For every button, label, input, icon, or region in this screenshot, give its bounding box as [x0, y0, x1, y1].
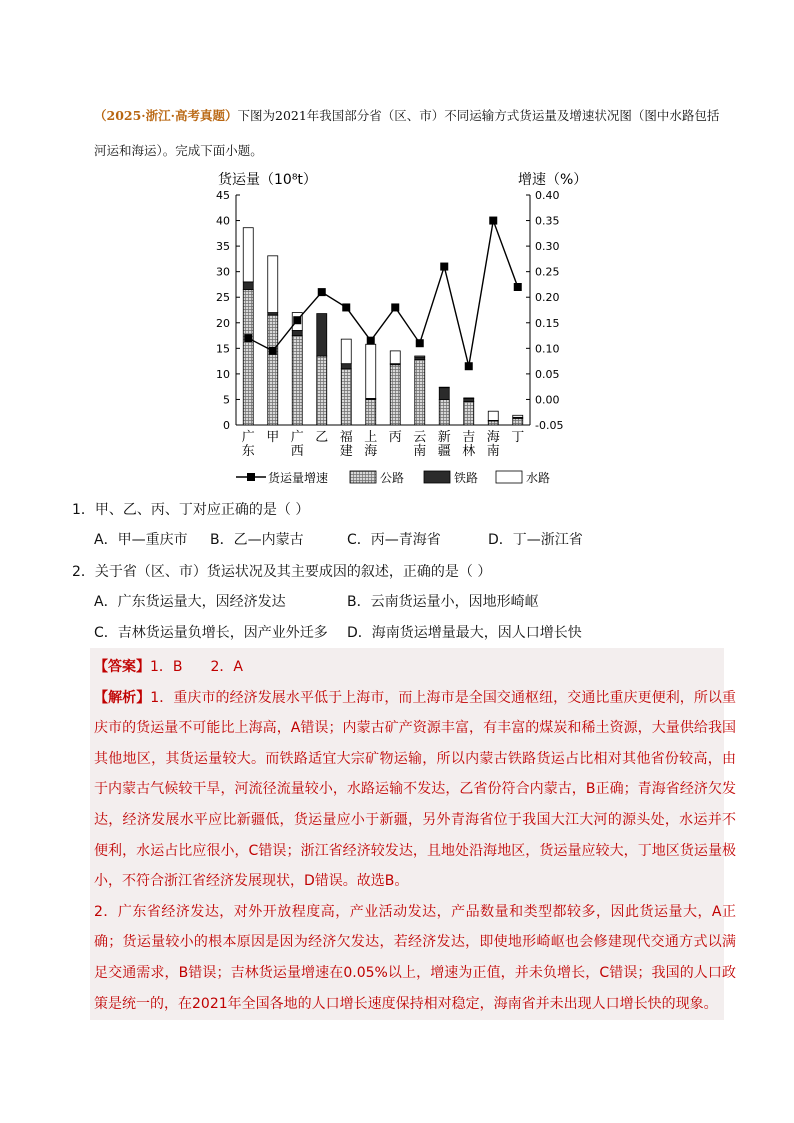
- answer-analysis: [94, 652, 736, 1019]
- legend-swatch-rail: [424, 471, 450, 483]
- q1-option-a[interactable]: A．甲—重庆市: [94, 532, 188, 548]
- answer-value: 1．B 2．A: [150, 659, 243, 675]
- bar-水路: [464, 398, 474, 399]
- bar-铁路: [317, 314, 327, 356]
- legend-label: 货运量增速: [268, 471, 329, 485]
- category-label: 新: [437, 430, 451, 445]
- bar-公路: [488, 421, 498, 425]
- left-tick-label: 40: [216, 214, 230, 228]
- left-tick-label: 15: [216, 342, 230, 356]
- bar-公路: [341, 369, 351, 425]
- left-tick-label: 0: [223, 419, 230, 432]
- q2-option-c[interactable]: C．吉林货运量负增长，因产业外迁多: [94, 625, 328, 641]
- category-label: 乙: [315, 430, 329, 445]
- growth-point: [391, 303, 399, 311]
- analysis-tag: 【解析】: [94, 689, 151, 706]
- right-tick-label: 0.25: [535, 265, 560, 279]
- category-label: 南: [413, 444, 427, 459]
- bar-公路: [390, 365, 400, 425]
- bar-水路: [390, 351, 400, 364]
- analysis-paragraph-1: [94, 683, 736, 897]
- growth-line: [248, 221, 518, 367]
- right-tick-label: -0.05: [535, 419, 564, 432]
- growth-point: [465, 362, 473, 370]
- growth-point: [342, 303, 350, 311]
- category-label: 福: [339, 430, 353, 445]
- answer-line: [94, 652, 736, 683]
- bar-公路: [366, 399, 376, 425]
- bar-水路: [341, 339, 351, 364]
- answer-tag: 【答案】: [94, 659, 150, 675]
- bar-水路: [415, 356, 425, 357]
- right-tick-label: 0.15: [535, 316, 560, 330]
- legend-line-marker: [247, 473, 255, 481]
- category-label: 上: [364, 430, 378, 445]
- legend-swatch-road: [350, 471, 376, 483]
- category-label: 海: [486, 430, 500, 445]
- growth-point: [318, 288, 326, 296]
- bar-公路: [415, 360, 425, 425]
- bar-铁路: [439, 388, 449, 400]
- q1-option-b[interactable]: B．乙—内蒙古: [210, 532, 304, 548]
- category-label: 建: [339, 444, 353, 459]
- category-label: 东: [241, 444, 255, 459]
- left-tick-label: 35: [216, 240, 230, 254]
- category-label: 南: [486, 444, 500, 459]
- legend-label: 公路: [380, 471, 405, 485]
- growth-point: [514, 283, 522, 291]
- question-1-stem: 1．甲、乙、丙、丁对应正确的是（ ）: [72, 502, 310, 518]
- category-label: 吉: [462, 430, 476, 445]
- right-tick-label: 0.35: [535, 214, 560, 228]
- legend-swatch-water: [496, 471, 522, 483]
- category-label: 云: [413, 430, 427, 445]
- bar-公路: [513, 418, 523, 425]
- growth-point: [244, 334, 252, 342]
- question-2-stem: 2．关于省（区、市）货运状况及其主要成因的叙述，正确的是（ ）: [72, 564, 492, 580]
- category-label: 丙: [388, 430, 402, 445]
- bar-铁路: [243, 282, 253, 290]
- category-label: 甲: [266, 430, 280, 445]
- growth-point: [367, 337, 375, 345]
- right-tick-label: 0.40: [535, 189, 560, 202]
- bar-水路: [439, 387, 449, 388]
- growth-point: [269, 347, 277, 355]
- bar-铁路: [292, 330, 302, 335]
- category-label: 丁: [511, 430, 525, 445]
- q1-option-c[interactable]: C．丙—青海省: [347, 532, 441, 548]
- category-label: 广: [241, 430, 255, 445]
- bar-公路: [464, 401, 474, 425]
- growth-point: [440, 263, 448, 271]
- bar-公路: [292, 336, 302, 425]
- bar-公路: [268, 315, 278, 425]
- left-tick-label: 25: [216, 291, 230, 305]
- bar-水路: [488, 411, 498, 420]
- left-axis-title: 货运量（10⁸t）: [218, 172, 317, 188]
- left-tick-label: 45: [216, 189, 230, 202]
- bar-铁路: [341, 364, 351, 369]
- bar-公路: [317, 356, 327, 425]
- bar-水路: [268, 256, 278, 313]
- bar-水路: [243, 228, 253, 282]
- bar-铁路: [464, 398, 474, 401]
- growth-point: [293, 316, 301, 324]
- category-label: 广: [290, 430, 304, 445]
- analysis-paragraph-2: 2．广东省经济发达，对外开放程度高，产业活动发达，产品数量和类型都较多，因此货运量大，A正确；货运量较小的根本原因是因为经济欠发达，若经济发达，即使地形崎岖也会修建现代交通方式以满足交通需求，B错误；吉林货运量增速在0.05%以上，增速为正值，并未负增长，C错误；我国的人口政策是统一的，在2021年全国各地的人口增长速度保持相对稳定，海南省并未出现人口增长快的现象。: [94, 903, 736, 1012]
- question-intro: [94, 98, 724, 168]
- q2-option-d[interactable]: D．海南货运增量最大，因人口增长快: [347, 625, 582, 641]
- right-tick-label: 0.20: [535, 291, 560, 305]
- growth-point: [416, 339, 424, 347]
- freight-chart: [200, 165, 600, 495]
- right-tick-label: 0.05: [535, 367, 560, 381]
- analysis-text-1: 1．重庆市的经济发展水平低于上海市，而上海市是全国交通枢纽，交通比重庆更便利，所以重庆市的货运量不可能比上海高，A错误；内蒙古矿产资源丰富，有丰富的煤炭和稀土资源，大量供给我国其他地区，其货运量较大。而铁路适宜大宗矿物运输，所以内蒙古铁路货运占比相对其他省份较高，由于内蒙古气候较干旱，河流径流量较小，水路运输不发达，乙省份符合内蒙古，B正确；青海省经济欠发达，经济发展水平应比新疆低，货运量应小于新疆，另外青海省位于我国大江大河的源头处，水运并不便利，水运占比应很小，C错误；浙江省经济较发达，且地处沿海地区，货运量应较大，丁地区货运量极小，不符合浙江省经济发展现状，D错误。故选B。: [94, 689, 737, 890]
- category-label: 西: [290, 444, 304, 459]
- right-tick-label: 0.30: [535, 240, 560, 254]
- left-tick-label: 20: [216, 316, 230, 330]
- category-label: 海: [364, 444, 378, 459]
- legend-label: 铁路: [454, 471, 479, 485]
- bar-水路: [366, 344, 376, 398]
- category-label: 林: [462, 444, 476, 459]
- left-tick-label: 30: [216, 265, 230, 279]
- bar-公路: [439, 399, 449, 425]
- growth-point: [489, 217, 497, 225]
- bar-水路: [513, 415, 523, 417]
- question-source: （2025·浙江·高考真题）: [94, 108, 238, 123]
- left-tick-label: 10: [216, 367, 230, 381]
- intro-text: 下图为2021年我国部分省（区、市）不同运输方式货运量及增速状况图（图中水路包括河运和海运）。完成下面小题。: [94, 108, 720, 158]
- legend-label: 水路: [526, 471, 551, 485]
- q2-option-a[interactable]: A．广东货运量大，因经济发达: [94, 594, 286, 610]
- bar-公路: [243, 290, 253, 425]
- q2-option-b[interactable]: B．云南货运量小，因地形崎岖: [347, 594, 539, 610]
- left-tick-label: 5: [223, 393, 230, 407]
- q1-option-d[interactable]: D．丁—浙江省: [488, 532, 583, 548]
- right-axis-title: 增速（%）: [518, 172, 588, 188]
- right-tick-label: 0.00: [535, 393, 560, 407]
- category-label: 疆: [437, 444, 451, 459]
- right-tick-label: 0.10: [535, 342, 560, 356]
